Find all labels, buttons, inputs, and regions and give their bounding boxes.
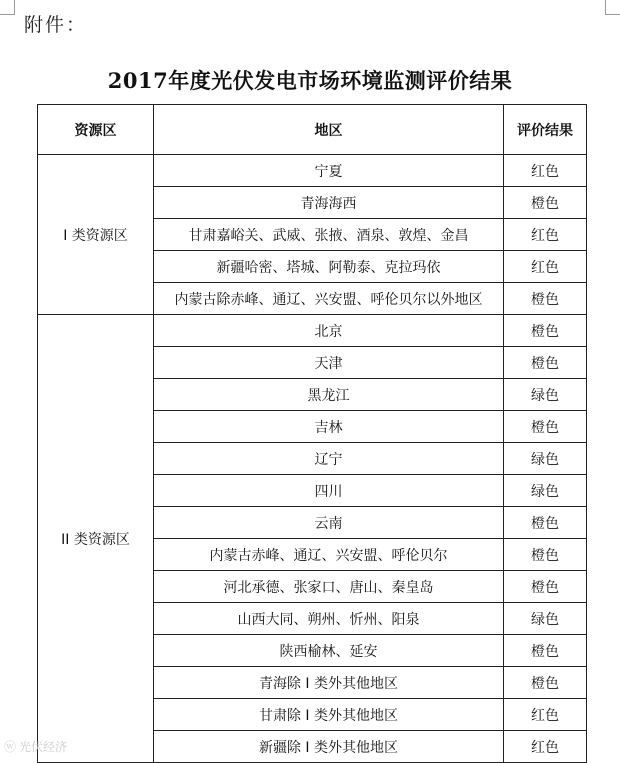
table-row — [38, 155, 587, 187]
region-cell: 陕西榆林、延安 — [154, 635, 504, 667]
region-cell: 甘肃除 I 类外其他地区 — [154, 699, 504, 731]
table-row — [38, 315, 587, 347]
result-cell: 红色 — [504, 219, 587, 251]
region-cell: 新疆哈密、塔城、阿勒泰、克拉玛依 — [154, 251, 504, 283]
result-cell: 橙色 — [504, 347, 587, 379]
result-cell: 红色 — [504, 155, 587, 187]
region-cell: 山西大同、朔州、忻州、阳泉 — [154, 603, 504, 635]
region-cell: 北京 — [154, 315, 504, 347]
region-cell: 青海除 I 类外其他地区 — [154, 667, 504, 699]
document-title: 2017年度光伏发电市场环境监测评价结果 — [107, 68, 513, 93]
evaluation-table — [37, 104, 587, 763]
region-cell: 青海海西 — [154, 187, 504, 219]
region-cell: 甘肃嘉峪关、武威、张掖、酒泉、敦煌、金昌 — [154, 219, 504, 251]
region-cell: 内蒙古赤峰、通辽、兴安盟、呼伦贝尔 — [154, 539, 504, 571]
watermark-text: 光伏经济 — [19, 740, 68, 754]
region-cell: 新疆除 I 类外其他地区 — [154, 731, 504, 763]
header-result: 评价结果 — [504, 105, 587, 155]
result-cell: 橙色 — [504, 187, 587, 219]
result-cell: 橙色 — [504, 571, 587, 603]
result-cell: 绿色 — [504, 443, 587, 475]
attachment-label: 附件： — [24, 14, 88, 36]
result-cell: 橙色 — [504, 667, 587, 699]
result-cell: 橙色 — [504, 507, 587, 539]
result-cell: 橙色 — [504, 635, 587, 667]
header-region: 地区 — [154, 105, 504, 155]
result-cell: 红色 — [504, 251, 587, 283]
table-body — [38, 155, 587, 763]
result-cell: 绿色 — [504, 475, 587, 507]
result-cell: 红色 — [504, 699, 587, 731]
region-cell: 天津 — [154, 347, 504, 379]
result-cell: 橙色 — [504, 539, 587, 571]
zone-cell: II 类资源区 — [38, 315, 154, 763]
region-cell: 辽宁 — [154, 443, 504, 475]
page-corner-mark-right — [605, 0, 620, 15]
zone-cell: I 类资源区 — [38, 155, 154, 315]
region-cell: 宁夏 — [154, 155, 504, 187]
region-cell: 吉林 — [154, 411, 504, 443]
region-cell: 内蒙古除赤峰、通辽、兴安盟、呼伦贝尔以外地区 — [154, 283, 504, 315]
result-cell: 橙色 — [504, 411, 587, 443]
result-cell: 橙色 — [504, 283, 587, 315]
region-cell: 河北承德、张家口、唐山、秦皇岛 — [154, 571, 504, 603]
header-zone: 资源区 — [38, 105, 154, 155]
region-cell: 云南 — [154, 507, 504, 539]
region-cell: 黑龙江 — [154, 379, 504, 411]
result-cell: 橙色 — [504, 315, 587, 347]
page-corner-mark-left — [0, 0, 15, 15]
result-cell: 红色 — [504, 731, 587, 763]
result-cell: 绿色 — [504, 603, 587, 635]
region-cell: 四川 — [154, 475, 504, 507]
result-cell: 绿色 — [504, 379, 587, 411]
table-header-row — [38, 105, 587, 155]
watermark — [4, 738, 67, 755]
weibo-icon: ⓦ — [4, 740, 17, 754]
